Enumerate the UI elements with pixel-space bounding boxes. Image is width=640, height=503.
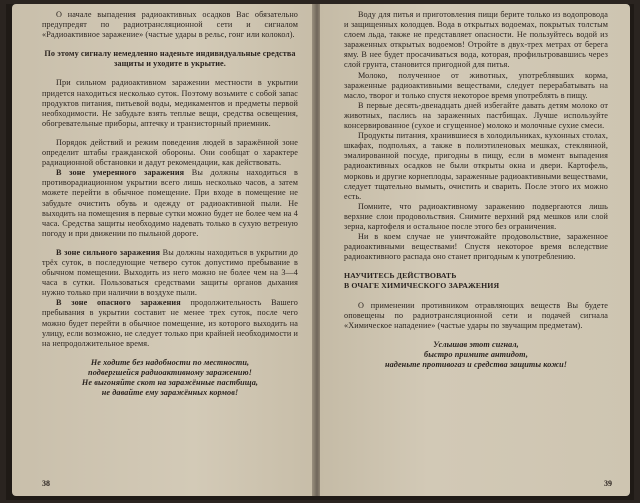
warning-line: подвергшейся радиоактивному заражению! (88, 367, 252, 377)
paragraph: Молоко, полученное от животных, употреблявших корма, зараженные радиоактивными веществами, следует перерабатывать на масло, творог и только спустя некоторое время употреблять в пищу. (344, 70, 608, 100)
right-page-text (344, 10, 608, 474)
paragraph: Порядок действий и режим поведения людей в заражённой зоне определит штабы гражданской обороны. Они сообщат о характере радиационной обстановки и дадут рекомендации, как действовать. (42, 137, 298, 168)
paragraph: Ни в коем случае не уничтожайте продовольствие, зараженное радиоактивными веществами! Спустя некоторое время вследствие радиоактивного распада оно станет пригодным к употреблению. (344, 232, 608, 262)
paragraph: В первые десять-двенадцать дней избегайте давать детям молоко от животных, паслись на зараженных пастбищах. Лучше используйте консервированное (сухое и сгущенное) молоко и молочные сухие смеси. (344, 100, 608, 131)
warning-line: не давайте ему заражённых кормов! (101, 388, 239, 398)
paragraph: При сильном радиоактивном заражении местности в укрытии придется находиться несколько суток. Поэтому возьмите с собой запас продуктов питания, питьевой воды, медикаментов и предметы первой необходимости. Не забудьте взять теплые вещи, средства освещения, обогревательные приборы, аптечку и транзисторный приемник. (42, 78, 298, 128)
paragraph: Воду для питья и приготовления пищи берите только из водопровода и защищенных колодцев. Вода в открытых водоемах, покрытых толстым слоем льда, также не представляет опасности. Не пользуйтесь водой из зараженных открытых водоемов! Отройте в двух-трех метрах от берега яму. В нее будет просачиваться вода, которая, профильтровавшись через слой грунта, становится пригодной для питья. (344, 10, 608, 70)
instruction-heading: По этому сигналу немедленно наденьте индивидуальные средства защиты и уходите в укрытие. (44, 49, 296, 69)
paragraph: Помните, что радиоактивному заражению подвергаются лишь верхние слои продовольствия. Снимите верхний ряд мешков или слой зерна, картофеля и остальное после этого без ограничения. (344, 201, 608, 231)
warning-line: Не ходите без надобности по местности, (90, 357, 250, 367)
paragraph (42, 248, 298, 298)
warning-line: Услышав этот сигнал, (433, 339, 519, 349)
paragraph-rest: Вы должны находиться в укрытии до трёх суток, в последующие четверо суток допустимо пребывание в обычном помещении. Выходить из него можно не более чем на 3—4 часа в сутки. Пользоваться средствами защиты органов дыхания нужно только при наличии в воздухе пыли. (42, 247, 298, 298)
warning-line: быстро примите антидот, (424, 349, 528, 359)
paragraph: О начале выпадения радиоактивных осадков Вас обязательно предупредят по радиотрансляционной сети и сигналом «Радиоактивное заражение» (частые удары в рельс, гонг или колокол). (42, 10, 298, 40)
warning-line: наденьте противогаз и средства защиты кожи! (384, 360, 568, 369)
right-page (320, 4, 630, 496)
paragraph-rest: продолжительность Вашего пребывания в укрытии составит не менее трех суток, после чего можно будет перейти в обычное помещение, из которого выходить на улицу, если возможно, не следует только при крайней необходимости и на непродолжительное время. (42, 298, 298, 348)
warning-line: Не выгоняйте скот на заражённые пастбища, (81, 378, 259, 387)
section-heading: НАУЧИТЕСЬ ДЕЙСТВОВАТЬ (344, 271, 457, 281)
section-heading: В ОЧАГЕ ХИМИЧЕСКОГО ЗАРАЖЕНИЯ (344, 281, 500, 291)
paragraph: О применении противником отравляющих веществ Вы будете оповещены по радиотрансляционной сети и подачей сигнала «Химическое нападение» (частые удары по звучащим предметам). (344, 300, 608, 330)
booklet-spread (6, 4, 634, 500)
bold-lead: В зоне сильного заражения (56, 247, 161, 257)
page-number: 38 (42, 479, 50, 488)
paragraph (42, 168, 298, 239)
paragraph: Продукты питания, хранившиеся в холодильниках, кухонных столах, шкафах, подпольях, а также в полиэтиленовых мешках, стеклянной, эмалированной посуде, пригодны в пищу, если в момент выпадения радиоактивных осадков не были открыты окна и двери. Картофель, морковь и другие корнеплоды, зараженные радиоактивными веществами, следует тщательно вымыть, очистить и сварить. После этого их можно есть. (344, 131, 608, 201)
bold-lead: В зоне опасного заражения (56, 298, 181, 308)
bold-lead: В зоне умеренного заражения (56, 168, 185, 178)
paragraph (42, 298, 298, 348)
left-page (12, 4, 316, 496)
page-number: 39 (604, 479, 612, 488)
left-page-text (42, 10, 298, 474)
paragraph-rest: Вы должны находиться в противорадиационном укрытии всего лишь несколько часов, а затем можете перейти в обычное помещение. При входе в помещение не забудьте очистить обувь и одежду от радиоактивной пыли. Не выходить на помещения в первые сутки можно будет не более чем на 4 часа. Средства защиты необходимо надевать только в сухую ветреную погоду и при движении по пыльной дороге. (42, 168, 298, 238)
